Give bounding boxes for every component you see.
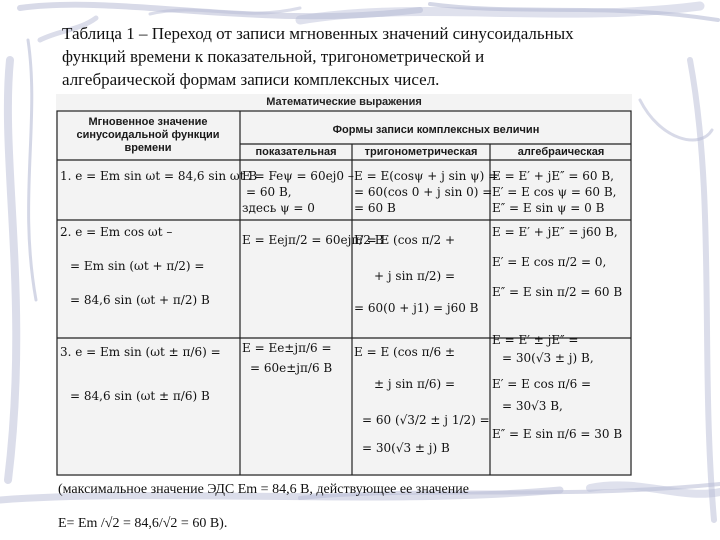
row2-trig-line1: E = E (cos π/2 + bbox=[354, 233, 456, 247]
title-line-3: алгебраической формам записи комплексных чисел. bbox=[62, 70, 440, 89]
col4-header: алгебраическая bbox=[517, 146, 605, 158]
row2-trig-line3: = 60(0 + j1) = j60 B bbox=[354, 301, 479, 315]
row1-exp-line1: E = Feψ = 60ej0 – bbox=[242, 169, 354, 183]
row3-trig-line4: = 30(√3 ± j) B bbox=[362, 441, 450, 455]
row1-trig-line3: = 60 B bbox=[354, 201, 396, 215]
slide-title bbox=[62, 22, 672, 91]
row2-alg-line1: E = E′ + jE″ = j60 B, bbox=[492, 225, 618, 239]
footnote-line-2: E= Em /√2 = 84,6/√2 = 60 В). bbox=[58, 516, 228, 531]
title-line-2: функций времени к показательной, тригонометрической и bbox=[62, 47, 485, 66]
row2-alg-line3: E″ = E sin π/2 = 60 B bbox=[492, 285, 623, 299]
row3-instant-line1: 3. e = Em sin (ωt ± π/6) = bbox=[60, 345, 221, 359]
table-top-header: Математические выражения bbox=[266, 96, 422, 108]
row3-instant-line2: = 84,6 sin (ωt ± π/6) B bbox=[70, 389, 210, 403]
row3-trig-line2: ± j sin π/6) = bbox=[374, 377, 456, 391]
formula-table bbox=[56, 94, 632, 476]
footnote-line-1: (максимальное значение ЭДС Em = 84,6 В, действующее ее значение bbox=[58, 482, 469, 497]
row1-instant-value: 1. e = Em sin ωt = 84,6 sin ωt B bbox=[60, 169, 258, 183]
row3-alg-line5: E″ = E sin π/6 = 30 B bbox=[492, 427, 623, 441]
row3-trig-line1: E = E (cos π/6 ± bbox=[354, 345, 456, 359]
row1-exp-line3: здесь ψ = 0 bbox=[242, 201, 315, 215]
row2-instant-line2: = Em sin (ωt + π/2) = bbox=[70, 259, 205, 273]
col1-header: Мгновенное значение синусоидальной функции времени bbox=[76, 116, 220, 154]
row3-alg-line2: = 30(√3 ± j) B, bbox=[502, 351, 594, 365]
row3-alg-line4: = 30√3 B, bbox=[502, 399, 563, 413]
row3-exp-line1: E = Ee±jπ/6 = bbox=[242, 341, 332, 355]
row2-instant-line3: = 84,6 sin (ωt + π/2) B bbox=[70, 293, 210, 307]
row1-alg-line3: E″ = E sin ψ = 0 B bbox=[492, 201, 605, 215]
row2-instant-line1: 2. e = Em cos ωt – bbox=[60, 225, 173, 239]
row1-trig-line2: = 60(cos 0 + j sin 0) = bbox=[354, 185, 493, 199]
col3-header: тригонометрическая bbox=[364, 146, 478, 158]
title-line-1: Таблица 1 – Переход от записи мгновенных значений синусоидальных bbox=[62, 24, 574, 43]
group-header: Формы записи комплексных величин bbox=[332, 124, 540, 136]
row3-trig-line3: = 60 (√3/2 ± j 1/2) = bbox=[362, 413, 490, 427]
row2-exp: E = Eejπ/2 = 60ejπ/2 B bbox=[242, 233, 384, 247]
row2-trig-line2: + j sin π/2) = bbox=[374, 269, 456, 283]
row3-alg-line3: E′ = E cos π/6 = bbox=[492, 377, 592, 391]
row1-exp-line2: = 60 B, bbox=[246, 185, 292, 199]
row1-alg-line1: E = E′ + jE″ = 60 B, bbox=[492, 169, 614, 183]
row2-alg-line2: E′ = E cos π/2 = 0, bbox=[492, 255, 607, 269]
row1-trig-line1: E = E(cosψ + j sin ψ) = bbox=[354, 169, 499, 183]
col2-header: показательная bbox=[255, 146, 337, 158]
row3-exp-line2: = 60e±jπ/6 B bbox=[250, 361, 333, 375]
row1-alg-line2: E′ = E cos ψ = 60 B, bbox=[492, 185, 617, 199]
row3-alg-line1: E = E′ ± jE″ = bbox=[492, 333, 579, 347]
